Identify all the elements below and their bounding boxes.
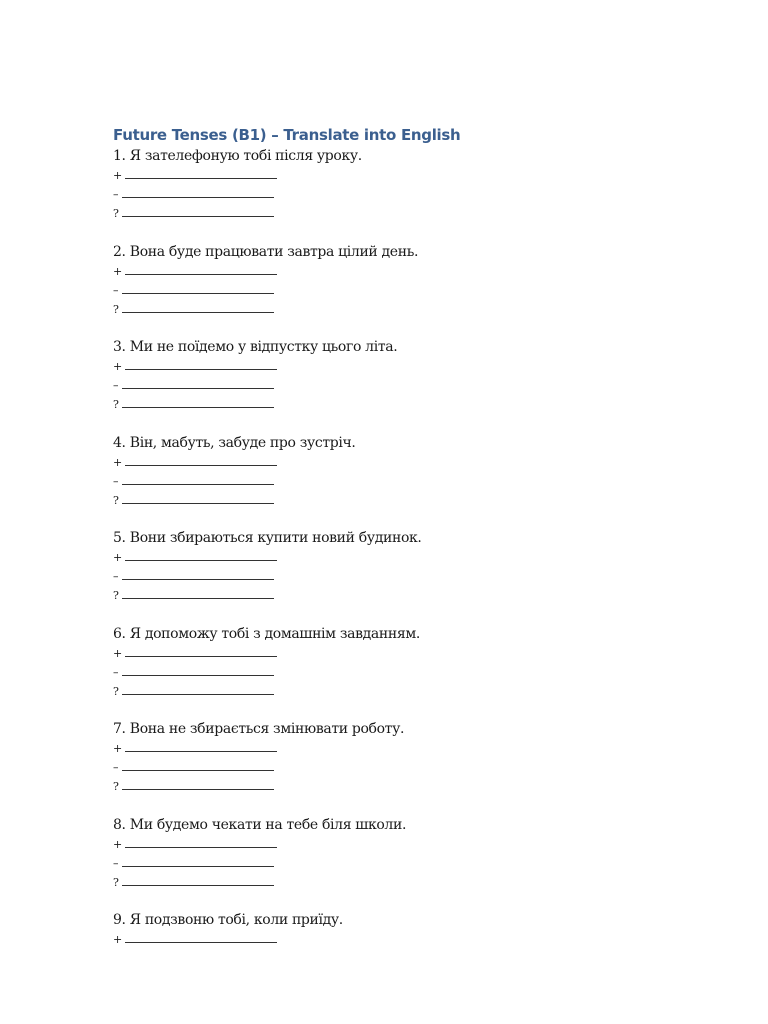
answer-blank[interactable] [125,647,277,657]
answer-blank[interactable] [122,685,274,695]
answer-blank[interactable] [122,494,274,504]
worksheet [113,124,673,968]
answer-symbol: – [113,188,119,201]
exercise-prompt: 3. Ми не поїдемо у відпустку цього літа. [113,339,398,355]
exercise-prompt: 4. Він, мабуть, забуде про зустріч. [113,434,356,451]
answer-symbol: ? [113,302,119,316]
answer-blank[interactable] [125,456,277,466]
answer-blank[interactable] [122,398,274,408]
answer-line [113,567,673,586]
exercise-prompt: 7. Вона не збирається змінювати роботу. [113,721,405,737]
answer-blank[interactable] [125,360,277,370]
answer-line [113,873,673,892]
answer-blank[interactable] [122,379,274,389]
answer-symbol: ? [113,684,119,698]
exercise-item [113,528,673,605]
answer-blank[interactable] [125,169,277,179]
answer-line [113,682,673,701]
answer-line [113,453,673,472]
answer-line [113,376,673,395]
answer-blank[interactable] [122,188,274,198]
answer-line [113,663,673,682]
answer-symbol: + [113,455,123,469]
answer-line [113,835,673,854]
exercise-item [113,624,673,701]
answer-blank[interactable] [122,666,274,676]
answer-symbol: ? [113,493,119,507]
answer-line [113,777,673,796]
answer-blank[interactable] [125,742,277,752]
exercise-prompt: 6. Я допоможу тобі з домашнім завданням. [113,625,420,642]
exercise-prompt: 8. Ми будемо чекати на тебе біля школи. [113,816,407,833]
exercise-item [113,719,673,796]
answer-symbol: + [113,646,123,660]
exercise-item [113,433,673,510]
exercise-prompt: 1. Я зателефоную тобі після уроку. [113,148,362,164]
answer-symbol: – [113,570,119,583]
exercise-prompt: 9. Я подзвоню тобі, коли приїду. [113,912,343,928]
answer-blank[interactable] [122,284,274,294]
answer-line [113,185,673,204]
exercise-prompt: 2. Вона буде працювати завтра цілий день. [113,243,419,260]
answer-blank[interactable] [122,857,274,867]
answer-line [113,739,673,758]
answer-line [113,548,673,567]
exercise-item [113,337,673,414]
answer-blank[interactable] [122,570,274,580]
answer-symbol: – [113,856,119,870]
answer-line [113,586,673,605]
answer-symbol: ? [113,875,119,889]
answer-symbol: ? [113,589,119,602]
answer-symbol: – [113,283,119,297]
exercise-item [113,815,673,892]
answer-symbol: ? [113,398,119,411]
answer-blank[interactable] [122,589,274,599]
answer-symbol: + [113,742,123,755]
answer-blank[interactable] [125,551,277,561]
answer-line [113,491,673,510]
answer-symbol: + [113,837,123,851]
answer-line [113,300,673,319]
answer-symbol: + [113,264,123,278]
answer-symbol: – [113,474,119,488]
answer-line [113,204,673,223]
answer-line [113,262,673,281]
answer-symbol: + [113,551,123,564]
answer-line [113,644,673,663]
answer-line [113,166,673,185]
answer-symbol: – [113,379,119,392]
worksheet-title: Future Tenses (B1) – Translate into English [113,126,461,144]
answer-blank[interactable] [125,933,277,943]
answer-symbol: + [113,933,123,946]
answer-line [113,395,673,414]
answer-blank[interactable] [122,876,274,886]
answer-symbol: + [113,169,123,182]
answer-symbol: – [113,665,119,679]
answer-line [113,930,673,949]
exercise-list [113,146,673,949]
exercise-item [113,146,673,223]
answer-line [113,281,673,300]
exercise-prompt: 5. Вони збираються купити новий будинок. [113,530,422,546]
answer-blank[interactable] [122,761,274,771]
answer-blank[interactable] [122,475,274,485]
answer-line [113,357,673,376]
answer-blank[interactable] [122,207,274,217]
exercise-item [113,242,673,319]
answer-symbol: ? [113,780,119,793]
answer-line [113,472,673,491]
answer-blank[interactable] [125,265,277,275]
answer-line [113,758,673,777]
answer-symbol: ? [113,207,119,220]
answer-symbol: + [113,360,123,373]
answer-line [113,854,673,873]
exercise-item [113,910,673,949]
answer-blank[interactable] [122,303,274,313]
answer-blank[interactable] [125,838,277,848]
answer-symbol: – [113,761,119,774]
answer-blank[interactable] [122,780,274,790]
